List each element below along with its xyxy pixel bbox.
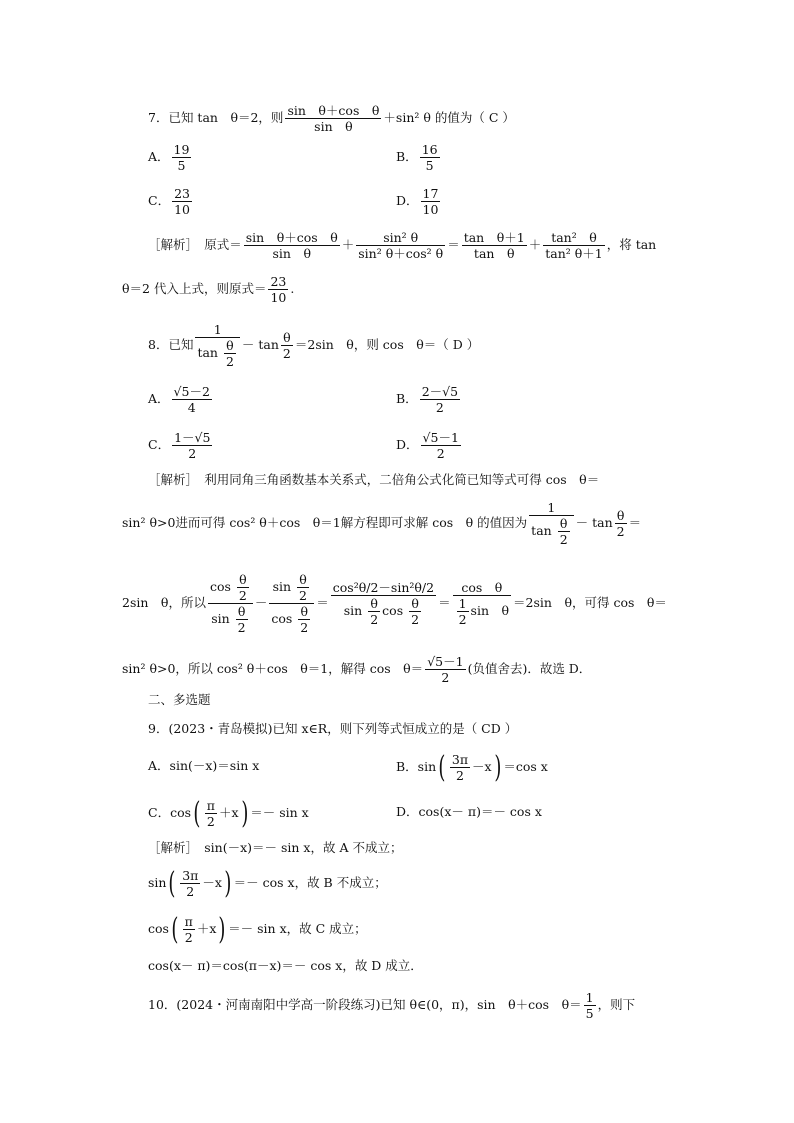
q9-stem: 9．(2023・青岛模拟)已知 x∈R，则下列等式恒成立的是（ CD ） [148,721,518,736]
q7-solution-line1: ［解析］ 原式＝ $\frac{\text{sin θ＋cos θ}}{\text{sin θ}}$ ＋ $\frac{\text{sin² θ}}{\text{sin² θ＋cos² θ}}$ ＝ $\frac{\text{tan θ＋1}}{\text{tan θ}}$ ＋ $\frac{\text{tan² θ}}{\text{tan² θ＋1}}$ ，将 tan [148,230,657,261]
q9-option-b: B．sin( $\frac{3\pi}{2}$ －x) ＝cos x [396,749,548,785]
q9-solution-line3: cos( $\frac{\pi}{2}$ ＋x) ＝－ sin x，故 C 成立； [148,911,367,947]
q8-option-c: C． $\frac{1-√5}{2}$ [148,430,211,461]
q7-solution-line2: θ＝2 代入上式，则原式＝ $\frac{23}{10}$ . [122,274,295,305]
q9-solution-line1: ［解析］ sin(－x)＝－ sin x，故 A 不成立； [148,840,403,855]
q9-option-c: C．cos( $\frac{\pi}{2}$ ＋x) ＝－ sin x [148,795,309,831]
q7-stem: 7．已知 tan θ＝2，则 $\frac{\text{sin θ＋cos θ}}{\text{sin θ}}$ ＋sin² θ 的值为（ C ） [148,103,515,134]
q9-option-a: A．sin(－x)＝sin x [148,758,260,773]
q8-solution-line1: ［解析］ 利用同角三角函数基本关系式，二倍角公式化简已知等式可得 cos θ＝ [148,472,600,487]
q9-option-d: D．cos(x－ π)＝－ cos x [396,804,542,819]
q8-option-d: D． $\frac{√5-1}{2}$ [396,430,459,461]
q8-solution-line3: 2sin θ，所以 cos $\frac{\theta}{2}$ sin $\frac{\theta}{2}$ － sin $\frac{\theta}{2}$ cos $\frac{\theta}{2}$ ＝ cos²θ/2－sin²θ/2 sin $\frac{\theta}{2}$ cos $\frac{\theta}{2}$ ＝ cos θ $\frac{1}{2}$ sin θ ＝2sin θ，可得 cos θ＝ [122,572,667,635]
q9-solution-line4: cos(x－ π)＝cos(π－x)＝－ cos x，故 D 成立． [148,958,423,973]
q8-option-b: B． $\frac{2-√5}{2}$ [396,384,459,415]
q8-solution-line4: sin² θ>0，所以 cos² θ＋cos θ＝1，解得 cos θ＝ $\frac{√5-1}{2}$ (负值舍去)．故选 D． [122,654,592,685]
section-title: 二、多选题 [148,692,211,707]
q7-option-d: D． $\frac{17}{10}$ [396,186,439,217]
q8-option-a: A． $\frac{√5-2}{4}$ [148,384,210,415]
q8-solution-line2: sin² θ>0进而可得 cos² θ＋cos θ＝1解方程即可求解 cos θ 的值因为 1 tan $\frac{\theta}{2}$ － tan $\frac{\theta}{2}$ ＝ [122,500,642,547]
q7-option-b: B． $\frac{16}{5}$ [396,142,438,173]
q7-option-c: C． $\frac{23}{10}$ [148,186,190,217]
q9-solution-line2: sin( $\frac{3\pi}{2}$ －x) ＝－ cos x，故 B 不成立； [148,865,387,901]
q7-option-a: A． $\frac{19}{5}$ [148,142,190,173]
q7-fraction: $\frac{\text{sin θ＋cos θ}}{\text{sin θ}}$ [287,103,380,134]
q8-stem: 8．已知 1 tan $\frac{\theta}{2}$ － tan $\frac{\theta}{2}$ ＝2sin θ，则 cos θ＝（ D ） [148,322,480,369]
q10-stem: 10．(2024・河南南阳中学高一阶段练习)已知 θ∈(0，π)，sin θ＋cos θ＝ $\frac{1}{5}$ ，则下 [148,990,636,1021]
